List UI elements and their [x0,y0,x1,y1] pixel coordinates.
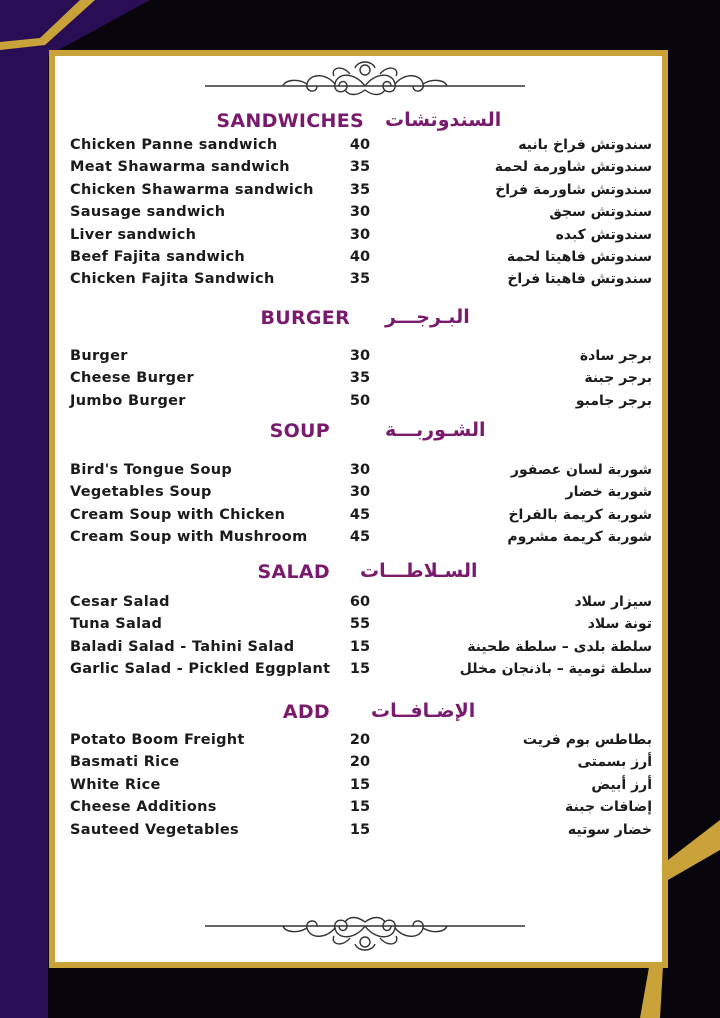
item-name-ar: أرز بسمتى [577,754,652,771]
item-name-ar: بطاطس بوم فريت [522,732,652,748]
item-price: 30 [349,462,371,478]
item-name-ar: شوربة خضار [565,484,652,501]
section-title-ar: الإضـافــات [371,700,476,722]
item-name: Chicken Fajita Sandwich [70,271,275,288]
item-price: 15 [349,638,371,655]
section-title-en: SALAD [257,561,330,583]
item-name: Cheese Additions [70,799,217,816]
ornament-bottom-icon [205,912,525,952]
section-title-ar: الشـوربـــة [385,419,486,441]
menu-frame [49,50,668,968]
item-name: Cream Soup with Chicken [70,506,286,523]
menu-item-row [55,370,662,392]
section-title-en: ADD [282,701,330,723]
item-name-ar: سندوتش شاورمة فراخ [495,181,652,198]
section-header-salad [55,561,662,589]
menu-item-row [55,507,662,529]
item-price: 35 [349,370,371,387]
item-name-ar: سندوتش فراخ بانيه [518,137,652,153]
item-name: Meat Shawarma sandwich [70,159,290,176]
menu-item-row [55,529,662,551]
menu-item-row [55,594,662,616]
item-name: Cream Soup with Mushroom [70,529,308,546]
item-price: 40 [349,249,371,265]
item-name-ar: برجر جامبو [575,392,652,409]
menu-card [55,56,662,962]
item-name: Basmati Rice [70,754,180,771]
section-title-ar: البـرجـــر [385,306,470,328]
menu-item-row [55,732,662,754]
menu-item-row [55,204,662,226]
item-name: Chicken Shawarma sandwich [70,181,314,198]
item-name-ar: سندوتش شاورمة لحمة [494,159,652,176]
item-name: White Rice [70,776,161,793]
section-title-en: SANDWICHES [216,110,364,132]
item-name: Sauteed Vegetables [70,821,239,838]
item-name: Chicken Panne sandwich [70,137,278,153]
menu-item-row [55,616,662,638]
item-name-ar: سيزار سلاد [574,594,652,610]
item-name: Tuna Salad [70,616,163,633]
ornament-top-icon [205,60,525,100]
menu-item-row [55,661,662,683]
section-header-soup [55,420,662,448]
item-price: 15 [349,776,371,793]
item-price: 60 [349,594,371,610]
item-price: 30 [349,204,371,221]
section-title-ar: السندوتشات [385,109,502,131]
item-price: 45 [349,529,371,546]
item-price: 15 [349,799,371,816]
item-price: 50 [349,392,371,409]
item-name: Sausage sandwich [70,204,226,221]
menu-item-row [55,639,662,661]
item-price: 35 [349,181,371,198]
item-name-ar: تونة سلاد [587,616,652,633]
item-name-ar: أرز أبيض [591,776,652,793]
section-title-en: BURGER [260,307,350,329]
section-header-sandwiches [55,110,662,138]
menu-item-row [55,462,662,484]
section-title-ar: السـلاطـــات [360,560,478,582]
item-name: Burger [70,348,128,364]
item-price: 20 [349,732,371,748]
item-name: Baladi Salad - Tahini Salad [70,638,295,655]
item-price: 30 [349,226,371,243]
item-name: Vegetables Soup [70,484,212,501]
item-price: 35 [349,159,371,176]
menu-item-row [55,799,662,821]
item-name-ar: خضار سوتيه [567,821,652,838]
item-price: 30 [349,348,371,364]
item-price: 30 [349,484,371,501]
item-name-ar: برجر سادة [579,348,652,364]
menu-item-row [55,348,662,370]
item-name-ar: شوربة لسان عصفور [510,462,652,478]
item-name: Cheese Burger [70,370,194,387]
menu-item-row [55,822,662,844]
item-name-ar: سندوتش كبده [555,226,652,243]
menu-item-row [55,777,662,799]
item-name-ar: سلطة بلدى – سلطة طحينة [467,638,652,655]
menu-item-row [55,159,662,181]
item-price: 35 [349,271,371,288]
menu-item-row [55,227,662,249]
item-name-ar: سندوتش فاهيتا فراخ [507,271,652,288]
section-header-add [55,701,662,729]
item-name-ar: شوربة كريمة بالفراخ [508,506,652,523]
item-name-ar: سندوتش فاهيتا لحمة [506,249,652,265]
item-price: 55 [349,616,371,633]
item-name: Garlic Salad - Pickled Eggplant [70,661,331,678]
item-price: 15 [349,821,371,838]
menu-item-row [55,137,662,159]
menu-item-row [55,754,662,776]
item-name: Potato Boom Freight [70,732,245,748]
item-name-ar: سلطة ثومية – باذنجان مخلل [459,661,652,678]
menu-item-row [55,249,662,271]
item-name-ar: شوربة كريمة مشروم [507,529,652,546]
menu-item-row [55,393,662,415]
item-name: Liver sandwich [70,226,197,243]
section-header-burger [55,307,662,335]
item-price: 15 [349,661,371,678]
item-name: Bird's Tongue Soup [70,462,233,478]
menu-item-row [55,271,662,293]
menu-item-row [55,484,662,506]
item-name-ar: سندوتش سجق [549,204,652,221]
item-name: Jumbo Burger [70,392,186,409]
item-name: Cesar Salad [70,594,170,610]
item-name: Beef Fajita sandwich [70,249,246,265]
item-price: 45 [349,506,371,523]
item-price: 40 [349,137,371,153]
item-price: 20 [349,754,371,771]
item-name-ar: برجر جبنة [584,370,652,387]
section-title-en: SOUP [269,420,330,442]
item-name-ar: إضافات جبنة [565,799,652,816]
menu-item-row [55,182,662,204]
